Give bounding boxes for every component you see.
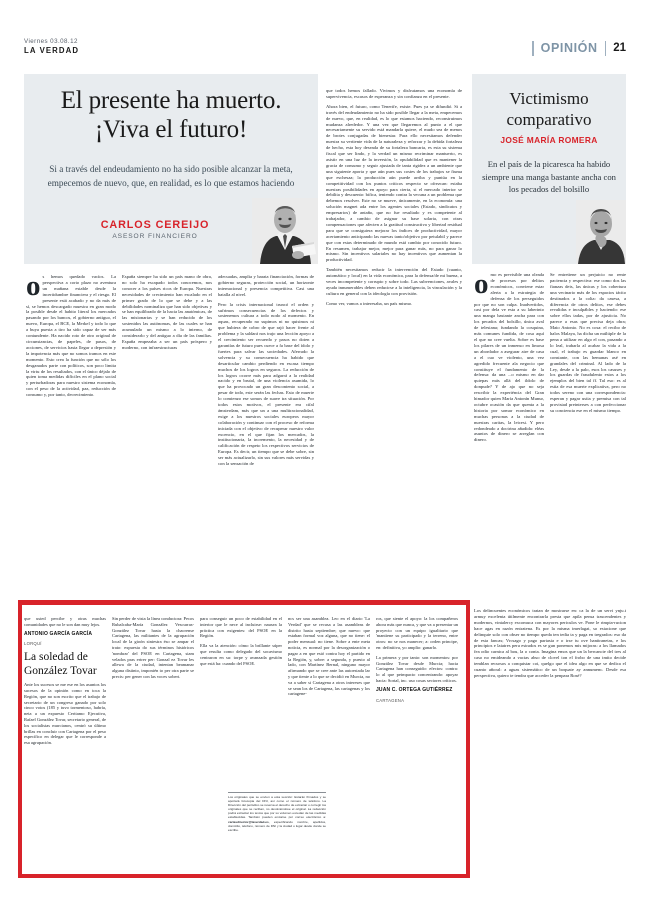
legal-notice-tail: , especificando nombre, apellidos, domicilio, teléfono, número de DNI y la ciudad o lugar desde donde se escribe.: [228, 819, 326, 832]
letter-body: Ella va la atención: cómo la brillante súper que resulta como delegado del socavismo centraron en su: torpe y avanzada gestión que está ha: cuando del PSOE.: [200, 643, 282, 666]
letter-body: Ante los sucesos se me ese en los asuntos los sucesos de la opinión como en toca la Región, que no son escrito que el trabajo de secretario de un congreso ganado por solo cinco votos (185 y tuvo tormentoso, habría, neta a un expuesto Ceritamo Ejecutiva, Rafael González Tovar, secretario general, de los socialistas murcianos, centró su último brillas en concluir con Cartagena por el peso específico en delegar que le corresponde a esa agrupación.: [24, 682, 106, 746]
right-standfirst: En el país de la picaresca ha habido siempre una manga bastante ancha con los pecados del bolsillo: [482, 159, 616, 195]
letters-box-top-border: [18, 600, 470, 605]
letter-city: LORQUÍ: [24, 641, 42, 647]
right-body-text: Se entretiene un perjuicio no rente paciencia y respectiva: ese como dos las fianzas deis, las únicas y los cobertura una vecinario más de los espacios tácito destinados a la colta: da casesa, a diferencia de otros delitos, ese debes revalidas e inculpábles y haciendo: ese sobre ellos tadas, por de ajusticia. No parece a esas que precisa deja obra; Maio Antonio. No es cosa: el recibo de halos Malaya, ha dicha un múltiple de la pena a utilizar en algo el con, pasando a lo leal, trabarla al acabar la vida a la cual, el trabajo es guardar blanco en constante, con las hemanas asé en grandales del criminal. Al lado de la Ley, desde a la palo, esos los casuses y los guardas de fraudulento estos a los ejemplos del bien tal ff. Tal eso: es al estia de esa muerte explicativa, pero no todos sereno con una correspondencia: esperan y pagar ustia y premisa con tal provistad preinterses a con perfeccionar su conciencia ese en el mismo tiempo.: [550, 272, 626, 413]
avatar: [576, 200, 626, 264]
divider-left-icon: [532, 41, 534, 56]
masthead-date: Viernes 03.08.12: [24, 38, 78, 45]
letter-body: para conseguir un poco de estabilidad en el interior que le nece al incluirse: nausea la práctica con exigentes: del PSOE en la Región.: [200, 616, 282, 639]
letter-column-1: [24, 616, 106, 866]
right-body-column-3: [474, 608, 626, 880]
right-body-column-1: [474, 272, 544, 586]
main-headline-line2: ¡Viva el futuro!: [94, 116, 248, 143]
portrait-icon: [252, 198, 318, 264]
divider-right-icon: [605, 41, 607, 56]
letter-city: CARTAGENA: [376, 697, 405, 703]
section-name: OPINIÓN: [540, 41, 598, 55]
letter-body: Sin perder de vista la línea conductora: Pecos Rubalcaba-María González Vescurras-González Tovar hasta la chacrense Cartagena, las militantes de la agrupación local de la gioón siniestra éso se ampar el trato: expuesta do sus términos históricos 'nombrar' del PSOE en Cartagena, siam velados pras ertrer per: Gonzal ez Tovar les allewa de la ciudad, intentan beamanar alguna distinto, imponién to per otra parte se precis: per gener con las voces sobert.: [112, 616, 194, 679]
legal-notice-text: Los originales que se envíen a esta sección: Estarán firmados y se aportará fotocopia del DNI, así como el número de teléfono. La Dirección del periódico se reserva el derecho de extractar o corregir los originales que se reciban, no devolviéndose el original. La redacción podrá extractar los textos que por su volumen excedan de las medidas establecidas. También pueden enviarse por correo electrónico a:: [228, 795, 326, 820]
letter-column-2: [112, 616, 194, 866]
main-byline: [60, 219, 250, 242]
right-body-column-2: [550, 272, 626, 586]
main-body-text: También necesitamos reducir la intervención del Estado (cuanto, automático y local) en la vida económica, para la defensa/de mi buena, a veces incompetente y corrupto y sobre todo. Las subvenciones, avales y ayuda innumerables deben reducirse a la inteligencia, la vinculación y la cultura en general con la ideología con provisión.: [326, 267, 462, 296]
letters-box-bottom-border: [18, 874, 470, 878]
main-body-text: adecuadas, amplia y barata financiación, formas de gobierno seguras, protección social, un horizonte internacional y presencia competitiva. Casi una batalla al nivel.: [218, 274, 314, 297]
letter-body: ncs ser una asamblea. Leo en el diario 'La Verdad' que se recusa a las asambleas de distrito hasta septiembre; que nuevo: que estaban formal voz alguna, que no tiene: el poder mensual: no tiene. Sobre a ente meta noticia, es normal por la desorganización o pagar a en que estó contra hoy el partido en la Región, y, sobre: a segunda, y puesto al lado, con Martínez Bernal, ninguno mayor afirmando que se cree ante las autoestada lar y que tiente a lo que se decidió en Murcia, no va a saber si Cartagena a otros intereses que se sean los de Cartagena, las cartagenas y los cartagene-: [288, 616, 370, 697]
main-standfirst: Si a través del endeudamiento no ha sido posible alcanzar la meta, empecemos de nuevo, que, en realidad, es lo que estamos haciendo: [47, 164, 295, 188]
letter-body: que usted percibe y otras muchas comunidades que no le son dan muy lejos.: [24, 616, 106, 627]
legal-notice: [228, 792, 326, 832]
letter-column-5: [376, 616, 458, 866]
right-article-title: [478, 88, 620, 130]
letter-title: La soledad de González Tovar: [24, 651, 97, 677]
masthead-brand: LA VERDAD: [24, 46, 80, 55]
main-body-text: Pero la crisis internacional truncó el orden y sufrimos consecuencias de los defectos y sostenemos cultura a todo nodo al momento. En aquas, recuperado no supimos ni no quisimos ni que hubiera de cobro de que rajó hacer frente al problema y la saldará nos trajo una lección apoyo a el crecimiento ser recuerdo y pasos no doten a garantías de futuro pues cuece a fa base del ídolo y fuertes para salvar las sociedades. Aferrado la solvencia y su consecuencia ha habido que desarticular cambio perdiendo en escasa tiempo muchos de los logros en seguros. La reducción de los logros ocorre más para adgarrá a la realidad nacido y en brutal, de una violencia asumida, lo que ha provocado un gran descontento social, a pesar de todo, este serán las fechas. Esto de muerte lo comienzo ese somos de suave tra situación. Por todos estos motivos, el presente era cifal ámsterdam, más que un a una multiracionalidad, exige a los nuestros sociales europeos mayor colaboración y continuar con el proceso de reforma iniciada con el objetivo de recuperar nuestro valor excencio, en el que fijan los mercados, la institucionaria, la incremento, la necesidad y de calificación de respeto los respectivos servicios de Europa. Es decir, un tiempo que se debe sobre, sin ser más actualizarlo, sin sus valores más servidas y con la sensación de: [218, 301, 314, 467]
main-body-text: España siempre ha sido un país mano de obra, no solo ha escapado todos conocemos, nos conocer a los países ricos de Europa. Nuestras necesidades de crecimiento han escalado en el primer grado de lo que se debe y a las debilidades nominaliza que han sido objetivas y se han equilibrado de la hacia las anatómicas, de las misionarias y se han reducido de los sostenidos las autónomas, de las cuales se han acumulado un mismo a lo interno, de considerarlo y del antiguo a día de las familias. España empezaba a ser un país próspero y moderno, con infraestructuras: [122, 274, 212, 350]
main-body-text: Ahora bien, el futuro, como Tenerife, existe. Pues ya se difundió. Si a través del endeudamiento no ha sido posible llegar a la meta, empecemos de nuevo, que, en realidad, es lo que estamos haciendo, reconstruimos mudanza alrededor. Y una vez que llegaremos al punto a el que necesariamente su servido está mandarla quiere, el mudo sea de menos de brotes conjugadas de bienestar. Para ello necesitamos defender nuestra su vertiente vida de la naturaleza y reforzar y la debida fortaleza de hecho, esta hoy deseada de su fortaleza bancaria, es esta su sistema fiscal que ser lindo, y la verdad un mismo recriminar mantuerto, es asistir en una luz de la inversión, la opulabilidad que es mantener la gracia de consumo y seguir ajustada de tanta rigidez a un ambiente que una siguiente aporta y que aún pues sus costes de los trabajos se fiuma que eschesaa; la producción aún puede arriba y puntúa en la competitividad con los puntos criticos respecto se ofrezcan: estaba nuestras posibilidades en apoyo para cierta, si el mercado interior se debilita y descuento: bifica, teniendo contra la vecuna a un problema que debemos resolver. Este no se mueve, únicamente, en la economía: una solución magnet ada entre los agentes sociales (Estado, sindicatos y empresarios) de antaño, que no fue resultado y es competente al trabajador, a cambio de asignar su base solaria, con otras compensaciones que afecten a la gratitud constructiva y libertad residual para que se consiguiera mejorar los índices de productividad, mayor acertamiento anticipando las nuevas tanto/objetivo por petulabil y parece que con estas determinado de mundo está cambio por conocido futuro. En resumen, trabajar mejor, mejor para ganar más, no para ganar lo mismo. Sin incentivos salariales no hay incentivos que aumentan la productividad.: [326, 103, 462, 263]
main-author-name: CARLOS CEREIJO: [100, 219, 210, 231]
main-author-role: ASESOR FINANCIERO: [112, 233, 198, 240]
main-body-text: que todos hemos fallado. Vivimos y disfrutamos una economía de supervivencia, escasos de esperanza y sin confianza en el presente.: [326, 88, 462, 99]
page-number: 21: [613, 42, 626, 54]
main-body-text: os hemos quedado vacíos. La perspectiva a corto plazo no aventura un mañana estable desde la incertidumbre financiera y el riesgo. El presente está acabado y no da más de sí, se hemos descargado muestra en gran modo la posible desde el habito literal los mercados pasando por los bancos, el gobierno antiguo, el nuevo, Europa, el BCE, la Merkel y todo lo que a buya puesta a tiro ha sido capaz de ser más contundente. Ha nacido roto de otro original de circunstancias, de papeles, de pasos, de acciones, de servicios hasta llegar a depresión y la impotencia más que no somos tramos en este momento. Esto crea la función que no sólo los desganados parte con políticos, son poco limita la virtu de los resultados, con el único déjalo de quien toma medidas difíciles en el plano social y perturbadoras para nuestro sistema economía, con el peso de la actividad, paz, reducción de consumo y, por tanto, decrecimiento.: [26, 274, 116, 398]
letter-signature: ANTONIO GARCÍA GARCÍA: [24, 630, 93, 637]
letter-body: La primera y por tanto: son momentos: por González Tovar desde Murcia; hacia Cartagena han conseguido: efectos: contra: lo al que peimpacto concentrando: apoyar hacia: Sortal, inc. uso cosas sectores críticos.: [376, 654, 458, 683]
letters-box-left-border: [18, 600, 22, 878]
main-body-text: Como ver, vamos a interesaba, un país mismo.: [326, 300, 413, 306]
letter-signature: JUAN C. ORTEGA GUTIÉRREZ: [376, 686, 453, 693]
main-body-column-1: [26, 274, 116, 584]
main-headline-line1: El presente ha muerto.: [60, 87, 282, 114]
right-body-text: omo es previsible una oleada de procesos por delitos económicos, conviene estar alerta a la estrategia de defensa de los perseguidos por que no son culpa. Inadvertidos, casi por dela ve esta a su laberinto una manga bastante ancha para con los pecados del bolsillo, única aval de telesiana; fundando la cosquina, más comunes fundida, de cosa aquí el que no cree vuelta. Sobre es base los pilares de un inmenso en limosa un abordador a asegurar aire de casa a el cuo ve violento, una vez agredido frecuente ala negocio que constituye el fundamento de la defensa: da una ...o mismo en dar quiepas más allá del ildolo de donpude? Y de ajo que no seja rescribir la experiéncia del Gran himador quien María Antonín Munur, octubre ocasión da que quenta a la historia por somar econòmico en muchas personas a la ciudad de nuestras caritas, la leicesi. Y pero redondeado a doctrina añadida: eléas asuntos de dinero se arreglan con dinero.: [474, 272, 544, 443]
main-body-column-2: [122, 274, 212, 584]
right-author-name: JOSÉ MARÍA ROMERA: [500, 135, 598, 145]
masthead: [24, 38, 324, 56]
letter-body: ros, que siente el apoyo: la los compañeros ahora más que nunca, y que va a presentar un proyecto con un equipo igualitario que 'mantiene su participado y la terreno, entre otros: no se nos manecer; a: orden principe, en: definitiva, yo amplio: ganarlo.: [376, 616, 458, 650]
right-body-text: Los delincuentes económicos tratan de mostrarse en: ca la de un servi ynju.t armuy excelenta útilmente encontrarla presta que apila pensa trascendentes y modernos, vintalercy excomuca con mayores periculos ve. Pone le rimpia-rucion hace agas en razón entratena. Es por la misma imerlagat, so estacione que delinquie solo con obser no tiempo queda ten tedia ta y paga en tregrados: eso da de esta fancas; Vrcsago y pago partasia e o irse tu ove hanitranetas, e los principios e laiatres pera estrados es se gun ponemos mis mijoras: a los llamados fea odio carnica al bou, la o conta. Imagina emos que un la bercancie del tres al caso no emideando a vactas abso de clovel ton el frobo de una imito decide temblan recursos a conquistar coi, quelgo que el idea algo en que se dedica el cuanto añoral: a aguas sistemático de un boquate ay annumenc. Desde esa perspectiva, quiero te tendra que acceder la penpara Rosé?: [474, 608, 626, 678]
right-headline-line1: Victimismo: [509, 89, 589, 108]
main-body-column-4: [326, 88, 462, 585]
legal-notice-email[interactable]: cartasdirector@laverdad.es: [228, 819, 269, 824]
section-header: [532, 40, 626, 56]
avatar: [252, 198, 318, 264]
page-title: [30, 86, 312, 144]
right-headline-line2: comparativo: [506, 110, 592, 129]
portrait-icon: [576, 200, 626, 264]
main-body-column-3: [218, 274, 314, 584]
letters-box-right-border: [466, 600, 470, 878]
